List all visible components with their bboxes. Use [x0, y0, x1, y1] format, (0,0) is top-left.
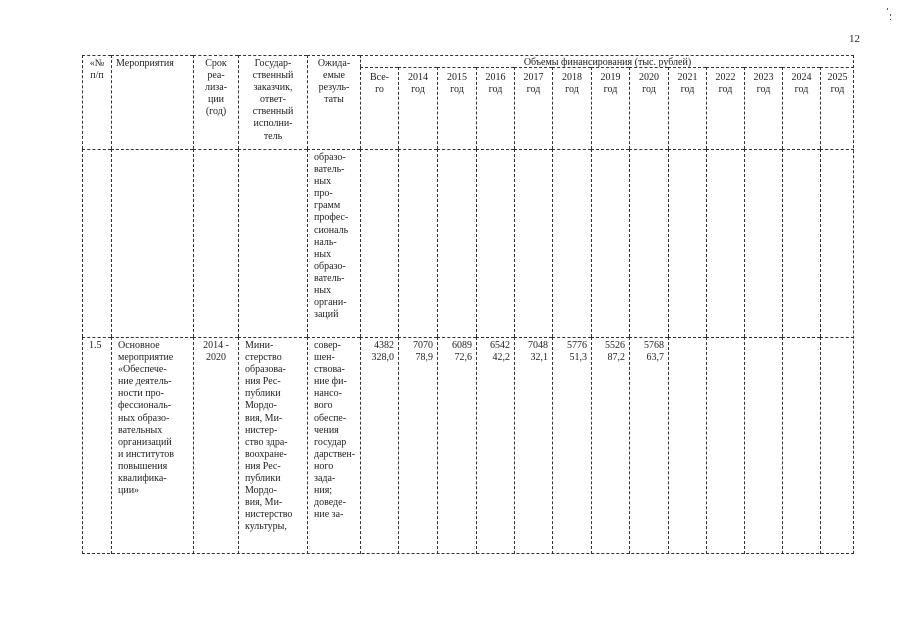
row-year-2015: 6089 72,6	[437, 337, 476, 554]
header-year-2017: 2017 год	[514, 67, 552, 149]
header-year-2022: 2022 год	[706, 67, 744, 149]
row-year-2023	[744, 337, 782, 554]
row-expected: совер- шен- ствова- ние фи- нансо- вого обеспе- чения государ дарствен- ного зада- ния; доведе- ние за-	[307, 337, 360, 554]
row-year-2022	[706, 337, 744, 554]
row-year-2018	[552, 149, 591, 337]
header-year-2014: 2014 год	[398, 67, 437, 149]
row-year-2015	[437, 149, 476, 337]
row-year-2019	[591, 149, 629, 337]
row-customer	[238, 149, 307, 337]
header-year-2016: 2016 год	[476, 67, 514, 149]
header-year-2018: 2018 год	[552, 67, 591, 149]
row-event	[111, 149, 193, 337]
row-year-2016	[476, 149, 514, 337]
row-year-2022	[706, 149, 744, 337]
page-number: 12	[849, 33, 860, 45]
row-number: 1.5	[82, 337, 111, 554]
header-term: Срок реа- лиза- ции (год)	[193, 55, 238, 149]
header-total: Все- го	[360, 67, 398, 149]
header-number: «№ п/п	[82, 55, 111, 149]
row-term: 2014 - 2020	[193, 337, 238, 554]
funding-table	[82, 55, 854, 554]
row-year-2020	[629, 149, 668, 337]
header-year-2019: 2019 год	[591, 67, 629, 149]
scan-speck	[890, 19, 891, 20]
header-customer: Государ- ственный заказчик, ответ- ственный исполни- тель	[238, 55, 307, 149]
row-total	[360, 149, 398, 337]
header-year-2015: 2015 год	[437, 67, 476, 149]
header-year-2021: 2021 год	[668, 67, 706, 149]
row-year-2024	[782, 337, 820, 554]
row-customer: Мини- стерство образова- ния Рес- публики Мордо- вия, Ми- нистер- ство здра- воохране- ния Рес- публики Мордо- вия, Ми- нистерство культуры,	[238, 337, 307, 554]
header-year-2020: 2020 год	[629, 67, 668, 149]
scan-speck	[890, 14, 891, 16]
row-expected: образо- ватель- ных про- грамм профес- сиональ наль- ных образо- ватель- ных органи- заций	[307, 149, 360, 337]
header-year-2024: 2024 год	[782, 67, 820, 149]
header-expected: Ожида- емые резуль- таты	[307, 55, 360, 149]
row-year-2017	[514, 149, 552, 337]
row-year-2021	[668, 337, 706, 554]
row-year-2023	[744, 149, 782, 337]
row-year-2024	[782, 149, 820, 337]
row-year-2021	[668, 149, 706, 337]
scan-speck	[887, 8, 888, 10]
header-funding: Объемы финансирования (тыс. рублей)	[360, 55, 854, 67]
row-year-2014	[398, 149, 437, 337]
row-year-2018: 5776 51,3	[552, 337, 591, 554]
row-year-2014: 7070 78,9	[398, 337, 437, 554]
row-year-2019: 5526 87,2	[591, 337, 629, 554]
header-year-2025: 2025 год	[820, 67, 854, 149]
header-year-2023: 2023 год	[744, 67, 782, 149]
row-term	[193, 149, 238, 337]
row-year-2020: 5768 63,7	[629, 337, 668, 554]
row-year-2016: 6542 42,2	[476, 337, 514, 554]
header-events: Мероприятия	[111, 55, 193, 149]
row-number	[82, 149, 111, 337]
row-total: 4382 328,0	[360, 337, 398, 554]
row-event: Основное мероприятие «Обеспече- ние деятель- ности про- фессиональ- ных образо- вательных организаций и институтов повышения квалифика- ции»	[111, 337, 193, 554]
row-year-2025	[820, 337, 854, 554]
row-year-2025	[820, 149, 854, 337]
row-year-2017: 7048 32,1	[514, 337, 552, 554]
